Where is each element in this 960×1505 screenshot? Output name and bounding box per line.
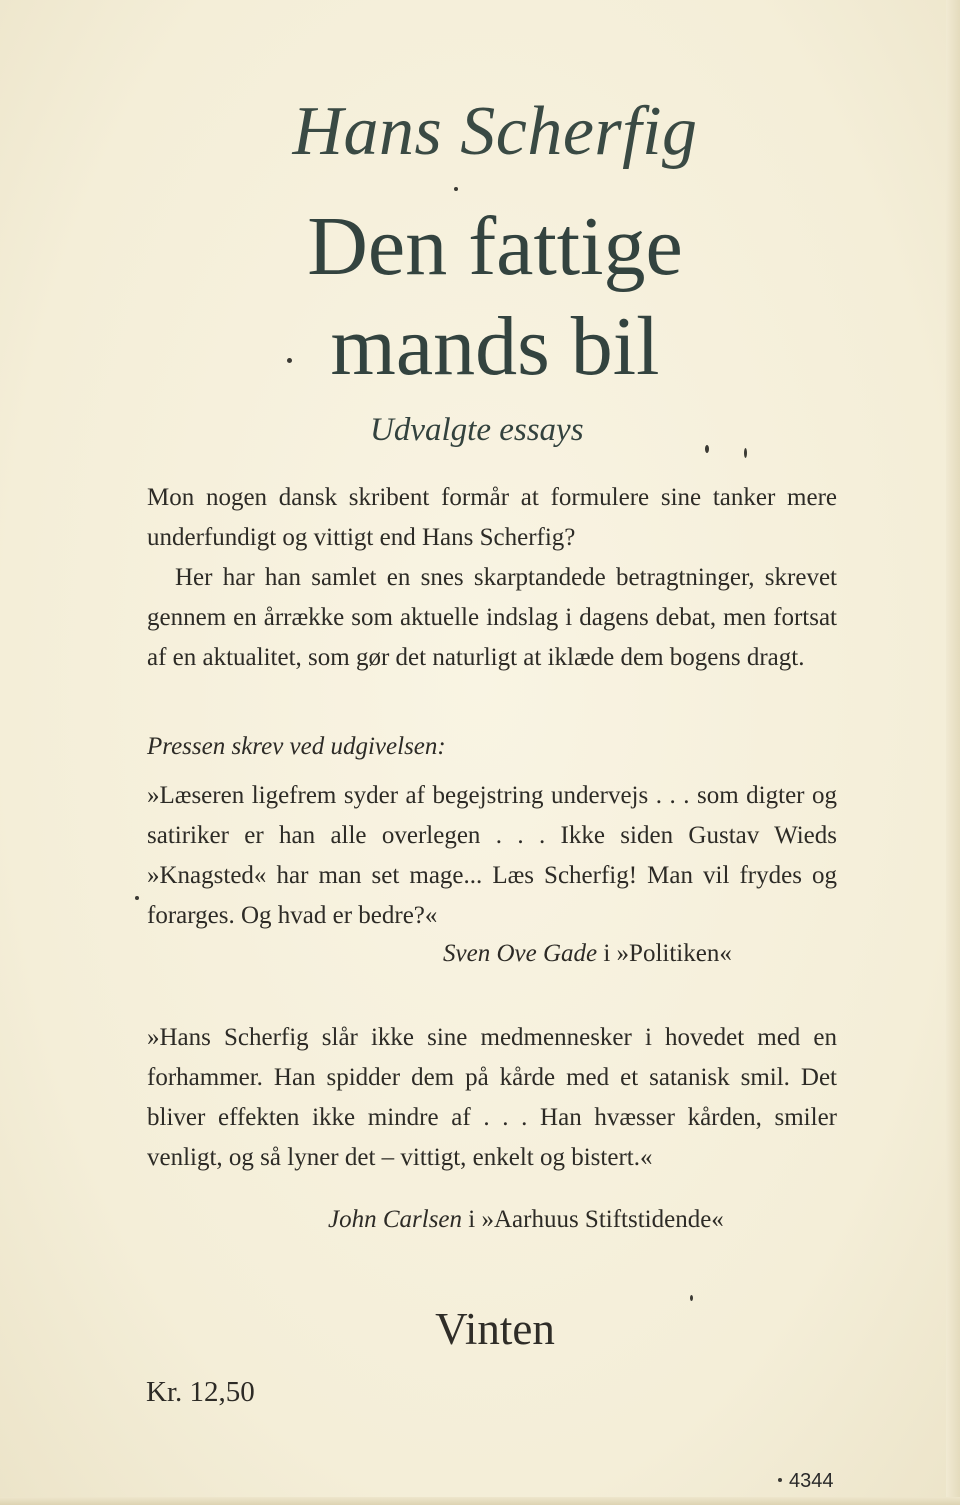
print-speck xyxy=(705,445,709,453)
critic-name-1: Sven Ove Gade xyxy=(443,940,598,967)
subtitle: Udvalgte essays xyxy=(370,412,584,448)
intro-paragraph-2: Her har han samlet en snes skarptandede betragtninger, skrevet gennem en årrække som aktuelle indslag i dagens debat, men fortsat af en aktualitet, som gør det naturligt at iklæde dem bogens dragt. xyxy=(147,564,837,671)
print-speck xyxy=(744,448,747,458)
price-label: Kr. 12,50 xyxy=(146,1376,255,1408)
review-source-2: i »Aarhuus Stiftstidende« xyxy=(468,1206,724,1233)
review-quote-1: »Læseren ligefrem syder af begejstring undervejs . . . som digter og satiriker er han alle overlegen . . . Ikke siden Gustav Wieds »Knagsted« har man set mage... Læs Scherfig! Man vil frydes og forarges. Og hvad er bedre?« xyxy=(147,782,837,929)
author-name: Hans Scherfig xyxy=(292,93,698,170)
intro-text xyxy=(147,478,837,678)
review-attribution-1 xyxy=(443,940,732,968)
catalog-code: 4344 xyxy=(789,1470,834,1492)
review-source-1: i »Politiken« xyxy=(603,940,732,967)
review-quote-2: »Hans Scherfig slår ikke sine medmennesker i hovedet med en forhammer. Han spidder dem på kårde med et satanisk smil. Det bliver effekten ikke mindre af . . . Han hvæsser kården, smiler venligt, og så lyner det – vittigt, enkelt og bistert.« xyxy=(147,1024,837,1171)
review-attribution-2 xyxy=(328,1206,724,1234)
critic-name-2: John Carlsen xyxy=(328,1206,463,1233)
print-speck xyxy=(690,1295,693,1301)
publisher-name: Vinten xyxy=(435,1304,555,1354)
press-heading: Pressen skrev ved udgivelsen: xyxy=(147,733,446,760)
print-speck xyxy=(778,1478,782,1482)
title-line-1: Den fattige xyxy=(307,200,683,293)
print-speck xyxy=(287,358,292,363)
page-edge-bottom xyxy=(0,1497,960,1505)
title-line-2: mands bil xyxy=(330,300,660,393)
print-speck xyxy=(135,896,139,900)
print-speck xyxy=(454,187,458,191)
intro-paragraph-1: Mon nogen dansk skribent formår at formulere sine tanker mere underfundigt og vittigt end Hans Scherfig? xyxy=(147,484,837,551)
